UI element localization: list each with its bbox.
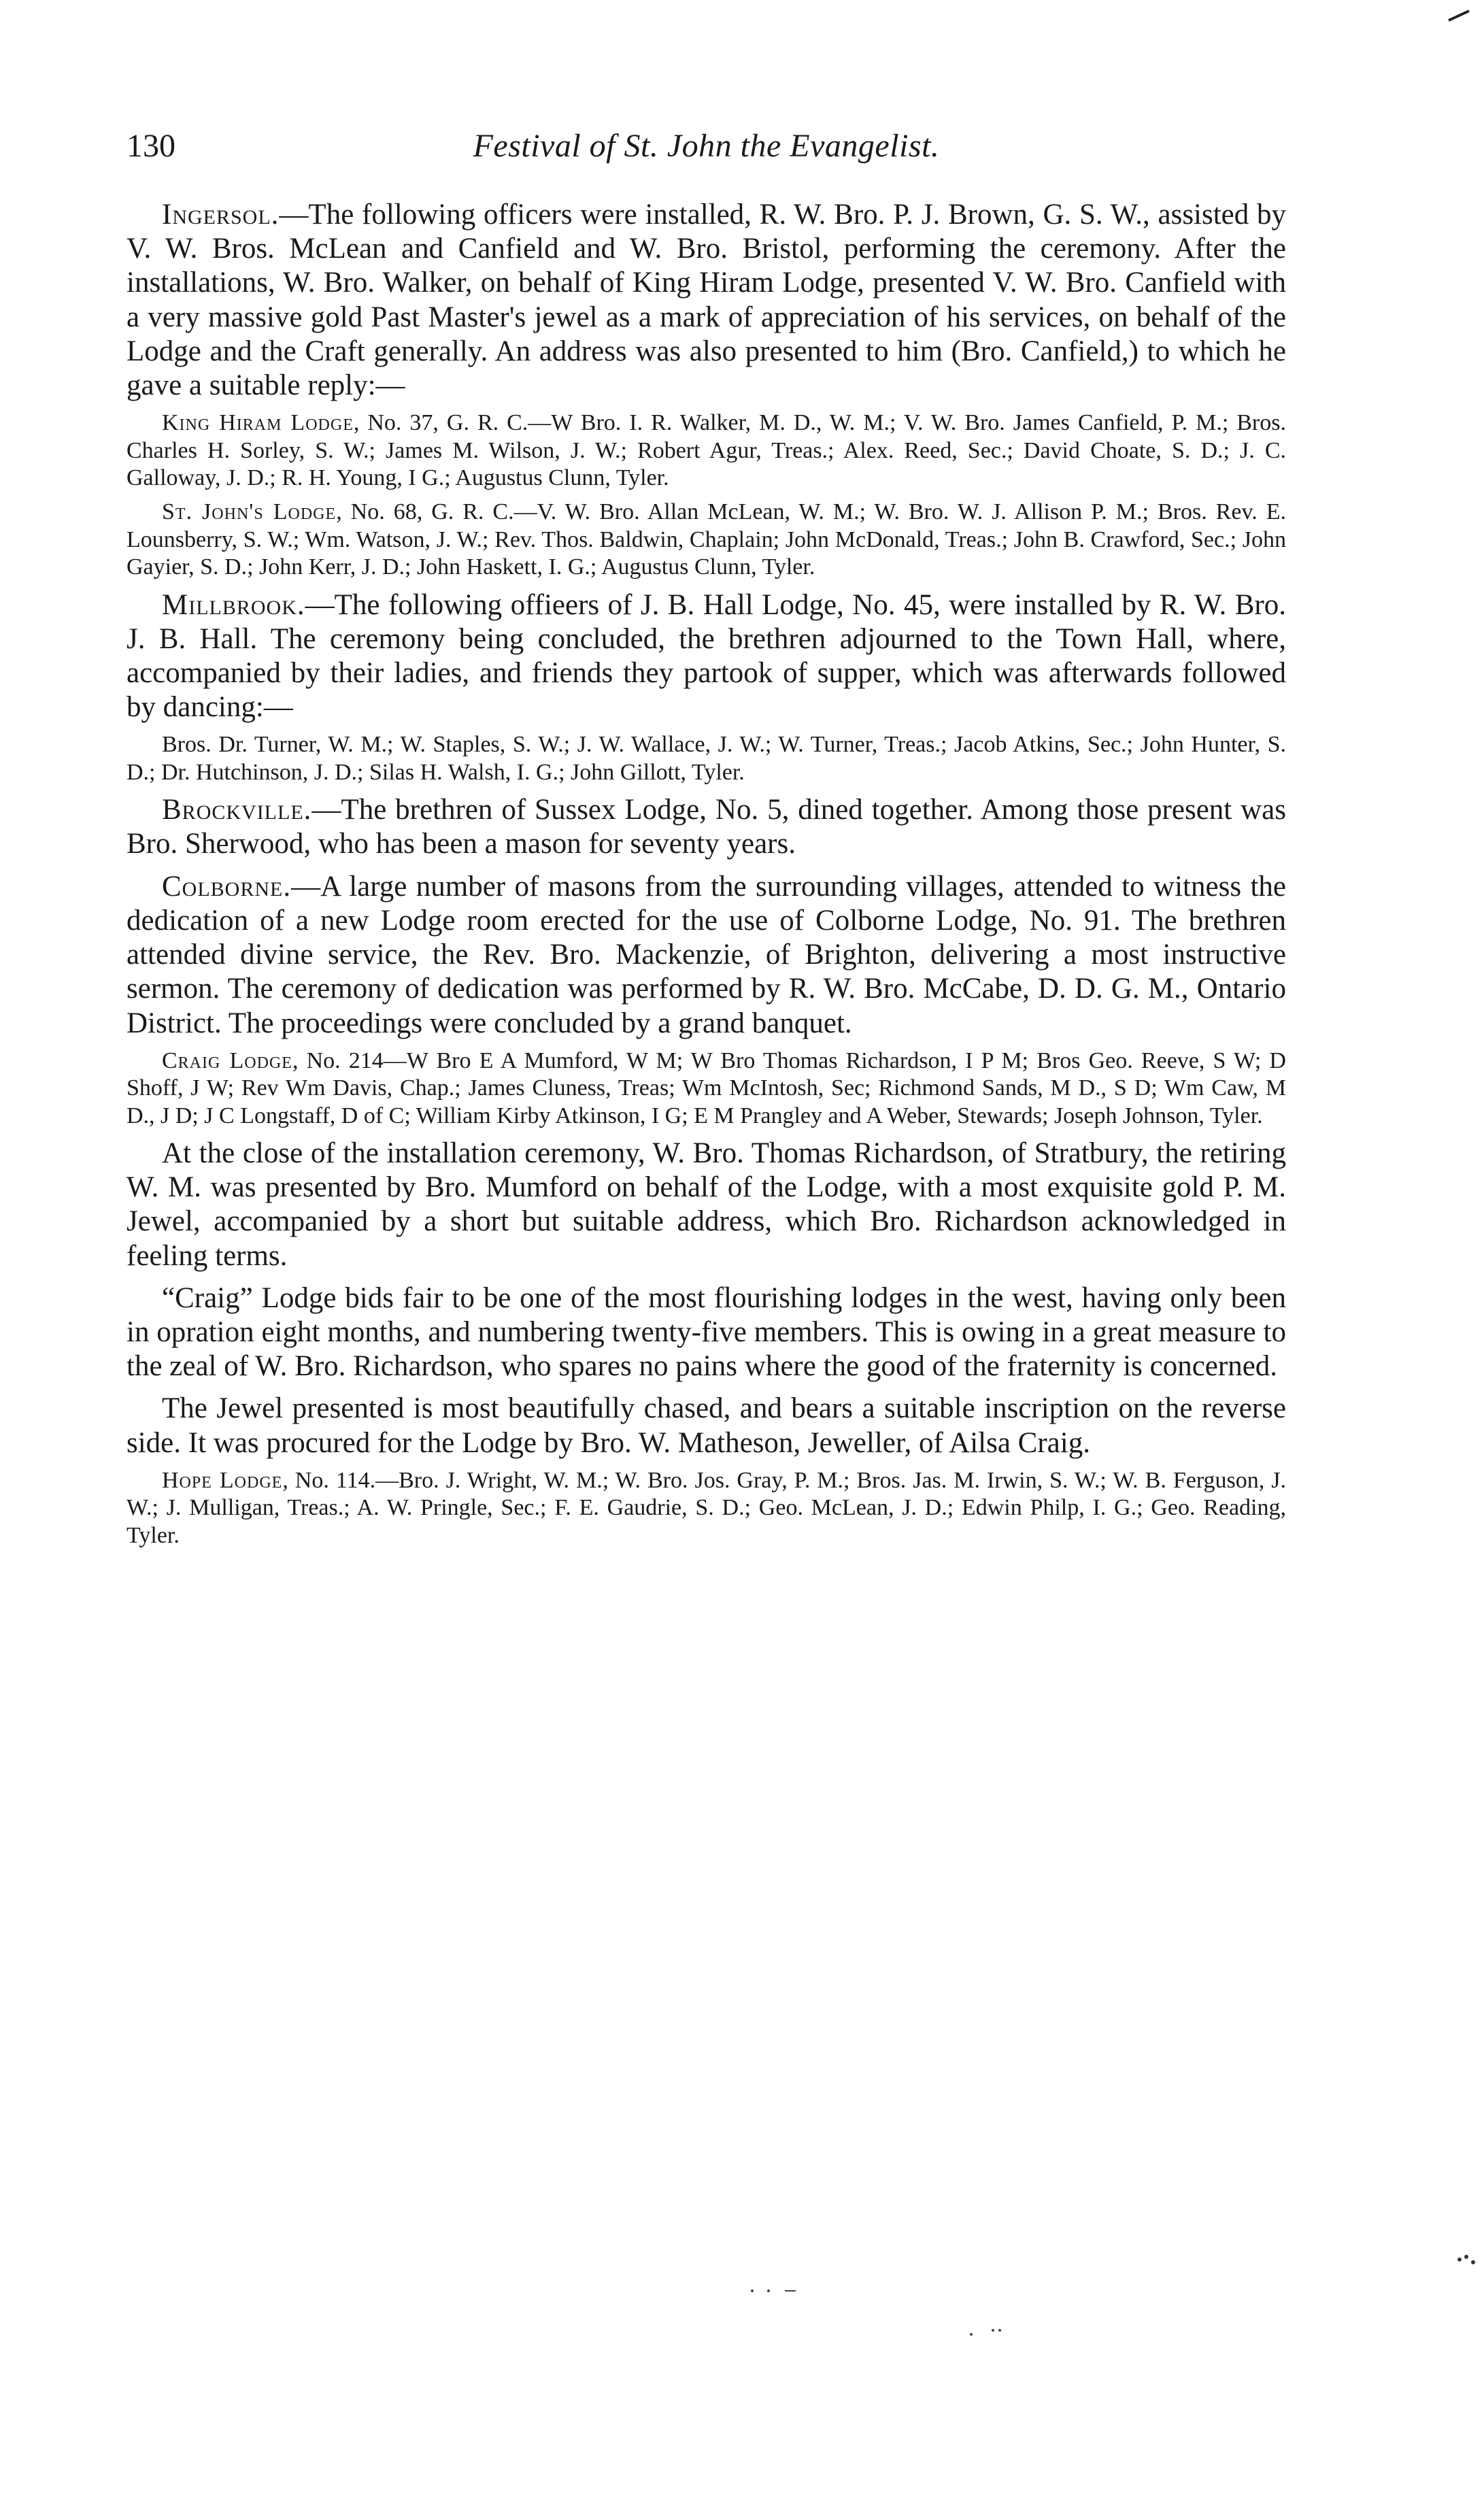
page-header [127,126,1286,180]
paragraph-installation-close [127,1137,1286,1273]
officer-list-hope [127,1467,1286,1549]
officer-list-text: , No. 37, G. R. C.—W Bro. I. R. Walker, M. D., W. M.; V. W. Bro. James Canfield, P. M.; Bros. Charles H. Sorley, S. W.; James M. Wilson, J. W.; Robert Agur, Treas.; Alex. Reed, Sec.; David Choate, S. D.; J. C. Galloway, J. D.; R. H. Young, I G.; Augustus Clunn, Tyler. [127,410,1286,491]
place-heading: Colborne. [162,870,292,903]
paragraph-text: The Jewel presented is most beautifully chased, and bears a suitable inscription on the reverse side. It was procured for the Lodge by Bro. W. Matheson, Jeweller, of Ailsa Craig. [127,1392,1286,1459]
scan-mark [1446,8,1473,23]
place-heading: Millbrook. [162,588,305,621]
officer-list-text: , No. 214—W Bro E A Mumford, W M; W Bro Thomas Richardson, I P M; Bros Geo. Reeve, S W; D Shoff, J W; Rev Wm Davis, Chap.; James Cluness, Treas; Wm McIntosh, Sec; Richmond Sands, M D., S D; Wm Caw, M D., J D; J C Longstaff, D of C; William Kirby Atkinson, I G; E M Prangley and A Weber, Stewards; Joseph Johnson, Tyler. [127,1047,1286,1128]
paragraph-jewel [127,1392,1286,1460]
paragraph-colborne [127,870,1286,1041]
officer-list-text: , No. 68, G. R. C.—V. W. Bro. Allan McLean, W. M.; W. Bro. W. J. Allison P. M.; Bros. Rev. E. Lounsberry, S. W.; Wm. Watson, J. W.; Rev. Thos. Baldwin, Chaplain; John McDonald, Treas.; John B. Crawford, Sec.; John Gayier, S. D.; John Kerr, J. D.; John Haskett, I. G.; Augustus Clunn, Tyler. [127,499,1286,580]
lodge-name: Craig Lodge [162,1047,292,1073]
paragraph-millbrook [127,588,1286,725]
paragraph-text: —The brethren of Sussex Lodge, No. 5, dined together. Among those present was Bro. Sherwood, who has been a mason for seventy years. [127,794,1286,860]
scan-mark [1455,2251,1479,2268]
place-heading: Brockville. [162,794,312,826]
paragraph-brockville [127,793,1286,861]
officer-list-st-johns [127,499,1286,581]
page-number: 130 [127,128,175,164]
officer-list-text: Bros. Dr. Turner, W. M.; W. Staples, S. W.; J. W. Wallace, J. W.; W. Turner, Treas.; Jacob Atkins, Sec.; John Hunter, S. D.; Dr. Hutchinson, J. D.; Silas H. Walsh, I. G.; John Gillott, Tyler. [127,732,1286,785]
lodge-name: St. John's Lodge [162,499,337,525]
lodge-name: King Hiram Lodge [162,410,354,436]
scan-mark [748,2285,803,2296]
paragraph-ingersol [127,198,1286,403]
running-title: Festival of St. John the Evangelist. [473,128,940,164]
paragraph-text: “Craig” Lodge bids fair to be one of the most flourishing lodges in the west, having only been in opration eight months, and numbering twenty-five members. This is owing in a great measure to the zeal of W. Bro. Richardson, who spares no pains where the good of the fraternity is concerned. [127,1281,1286,1383]
paragraph-text: At the close of the installation ceremony, W. Bro. Thomas Richardson, of Stratbury, the retiring W. M. was presented by Bro. Mumford on behalf of the Lodge, with a most exquisite gold P. M. Jewel, accompanied by a short but suitable address, which Bro. Richardson acknowledged in feeling terms. [127,1137,1286,1272]
paragraph-text: —The following officers were installed, R. W. Bro. P. J. Brown, G. S. W., assisted by V. W. Bros. McLean and Canfield and W. Bro. Bristol, performing the ceremony. After the installations, W. Bro. Walker, on behalf of King Hiram Lodge, presented V. W. Bro. Canfield with a very massive gold Past Master's jewel as a mark of appreciation of his services, on behalf of the Lodge and the Craft generally. An address was also presented to him (Bro. Canfield,) to which he gave a suitable reply:— [127,199,1286,402]
officer-list-craig [127,1047,1286,1130]
scan-mark [966,2326,1020,2340]
paragraph-craig-lodge [127,1281,1286,1384]
paragraph-text: —A large number of masons from the surrounding villages, attended to witness the dedication of a new Lodge room erected for the use of Colborne Lodge, No. 91. The brethren attended divine service, the Rev. Bro. Mackenzie, of Brighton, delivering a most instructive sermon. The ceremony of dedication was performed by R. W. Bro. McCabe, D. D. G. M., Ontario District. The proceedings were concluded by a grand banquet. [127,870,1286,1039]
book-page [127,126,1286,1549]
officer-list-text: , No. 114.—Bro. J. Wright, W. M.; W. Bro. Jos. Gray, P. M.; Bros. Jas. M. Irwin, S. W.; W. B. Ferguson, J. W.; J. Mulligan, Treas.; A. W. Pringle, Sec.; F. E. Gaudrie, S. D.; Geo. McLean, J. D.; Edwin Philp, I. G.; Geo. Reading, Tyler. [127,1467,1286,1548]
place-heading: Ingersol. [162,199,280,231]
lodge-name: Hope Lodge [162,1467,283,1493]
officer-list-jb-hall [127,731,1286,786]
officer-list-king-hiram [127,409,1286,492]
paragraph-text: —The following offieers of J. B. Hall Lodge, No. 45, were installed by R. W. Bro. J. B. Hall. The ceremony being concluded, the brethren adjourned to the Town Hall, where, accompanied by their ladies, and friends they partook of supper, which was afterwards followed by dancing:— [127,588,1286,724]
